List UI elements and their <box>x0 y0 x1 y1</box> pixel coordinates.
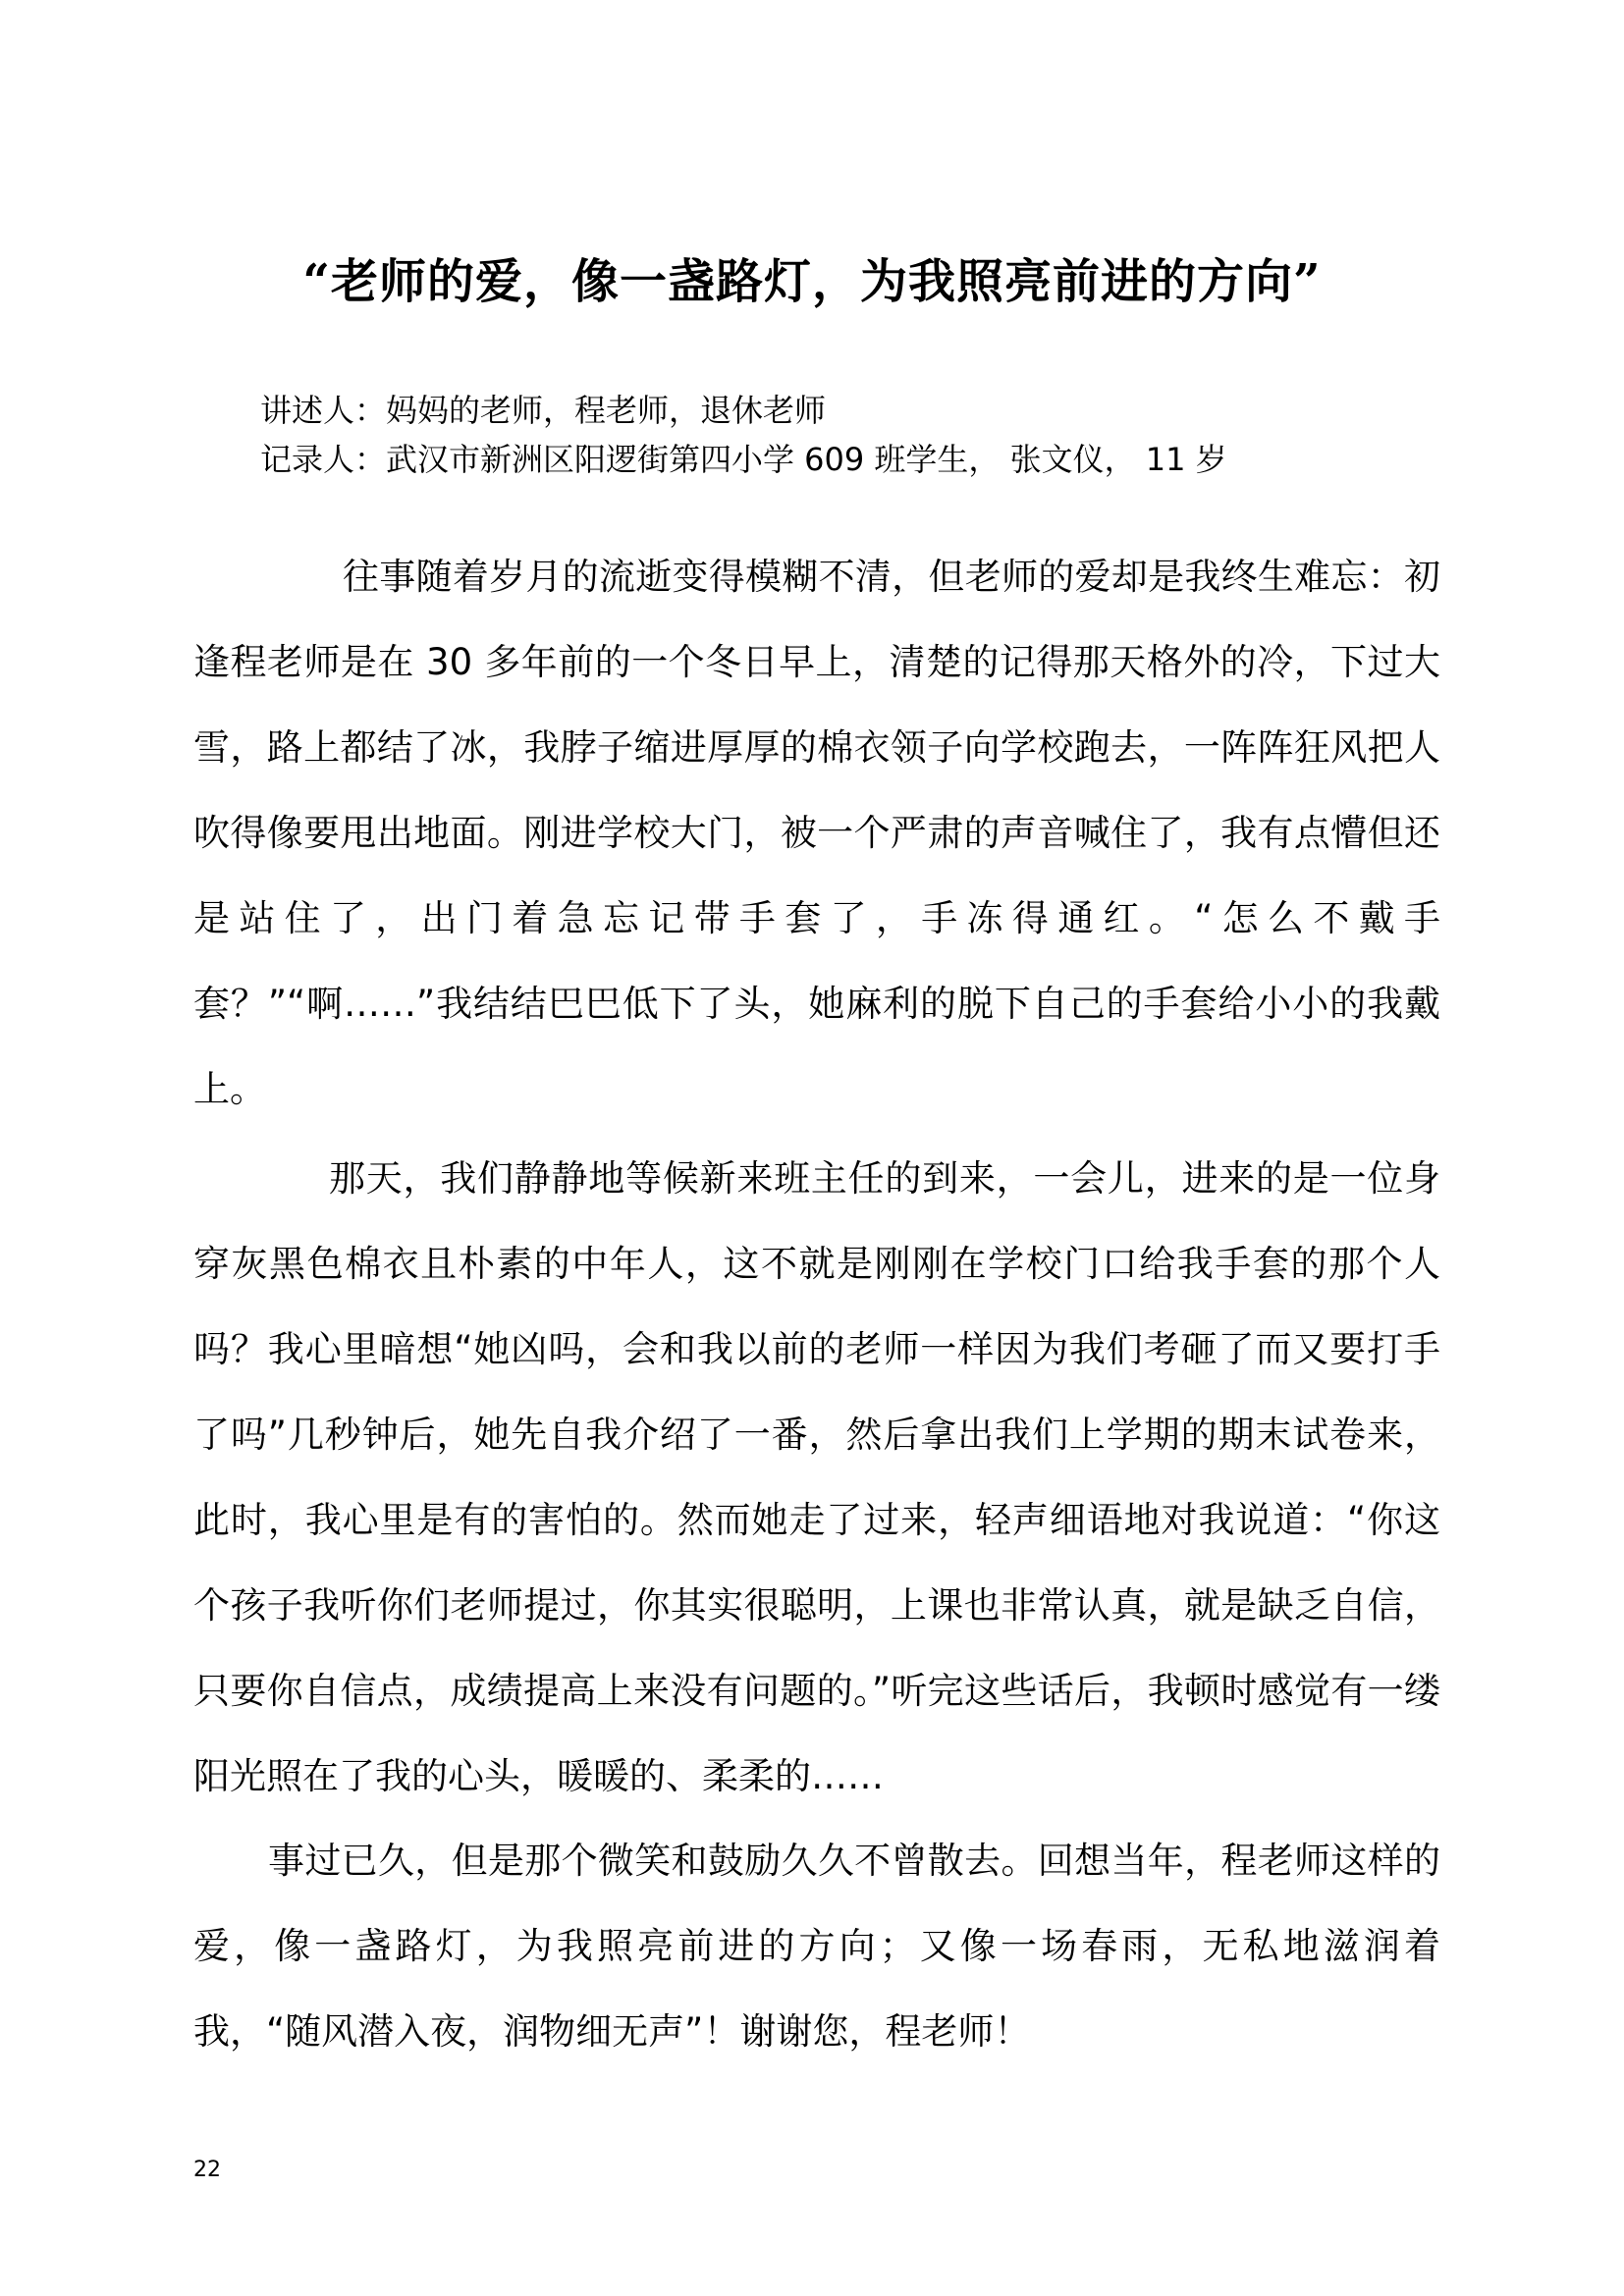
narrator-line: 讲述人：妈妈的老师，程老师，退休老师 <box>260 392 827 429</box>
page-number: 22 <box>193 2158 221 2182</box>
body-paragraph: 往事随着岁月的流逝变得模糊不清，但老师的爱却是我终生难忘：初逢程老师是在 30 多年前的一个冬日早上，清楚的记得那天格外的冷，下过大雪，路上都结了冰，我脖子缩进厚厚的棉衣领子向学校跑去，一阵阵狂风把人吹得像要甩出地面。刚进学校大门，被一个严肃的声音喊住了，我有点懵但还是站住了，出门着急忘记带手套了，手冻得通红。“怎么不戴手套？”“啊……”我结结巴巴低下了头，她麻利的脱下自己的手套给小小的我戴上。 <box>193 556 1440 1110</box>
body-paragraph: 事过已久，但是那个微笑和鼓励久久不曾散去。回想当年，程老师这样的爱，像一盏路灯，为我照亮前进的方向；又像一场春雨，无私地滋润着我，“随风潜入夜，润物细无声”！谢谢您，程老师！ <box>193 1840 1440 2053</box>
recorder-line: 记录人：武汉市新洲区阳逻街第四小学 609 班学生， 张文仪， 11 岁 <box>260 441 1227 478</box>
body-paragraph: 那天，我们静静地等候新来班主任的到来，一会儿，进来的是一位身穿灰黑色棉衣且朴素的中年人，这不就是刚刚在学校门口给我手套的那个人吗？我心里暗想“她凶吗，会和我以前的老师一样因为我们考砸了而又要打手了吗”几秒钟后，她先自我介绍了一番，然后拿出我们上学期的期末试卷来，此时，我心里是有的害怕的。然而她走了过来，轻声细语地对我说道：“你这个孩子我听你们老师提过，你其实很聪明，上课也非常认真，就是缺乏自信，只要你自信点，成绩提高上来没有问题的。”听完这些话后，我顿时感觉有一缕阳光照在了我的心头，暖暖的、柔柔的…… <box>193 1157 1440 1797</box>
page-title: “老师的爱，像一盏路灯，为我照亮前进的方向” <box>302 254 1322 310</box>
